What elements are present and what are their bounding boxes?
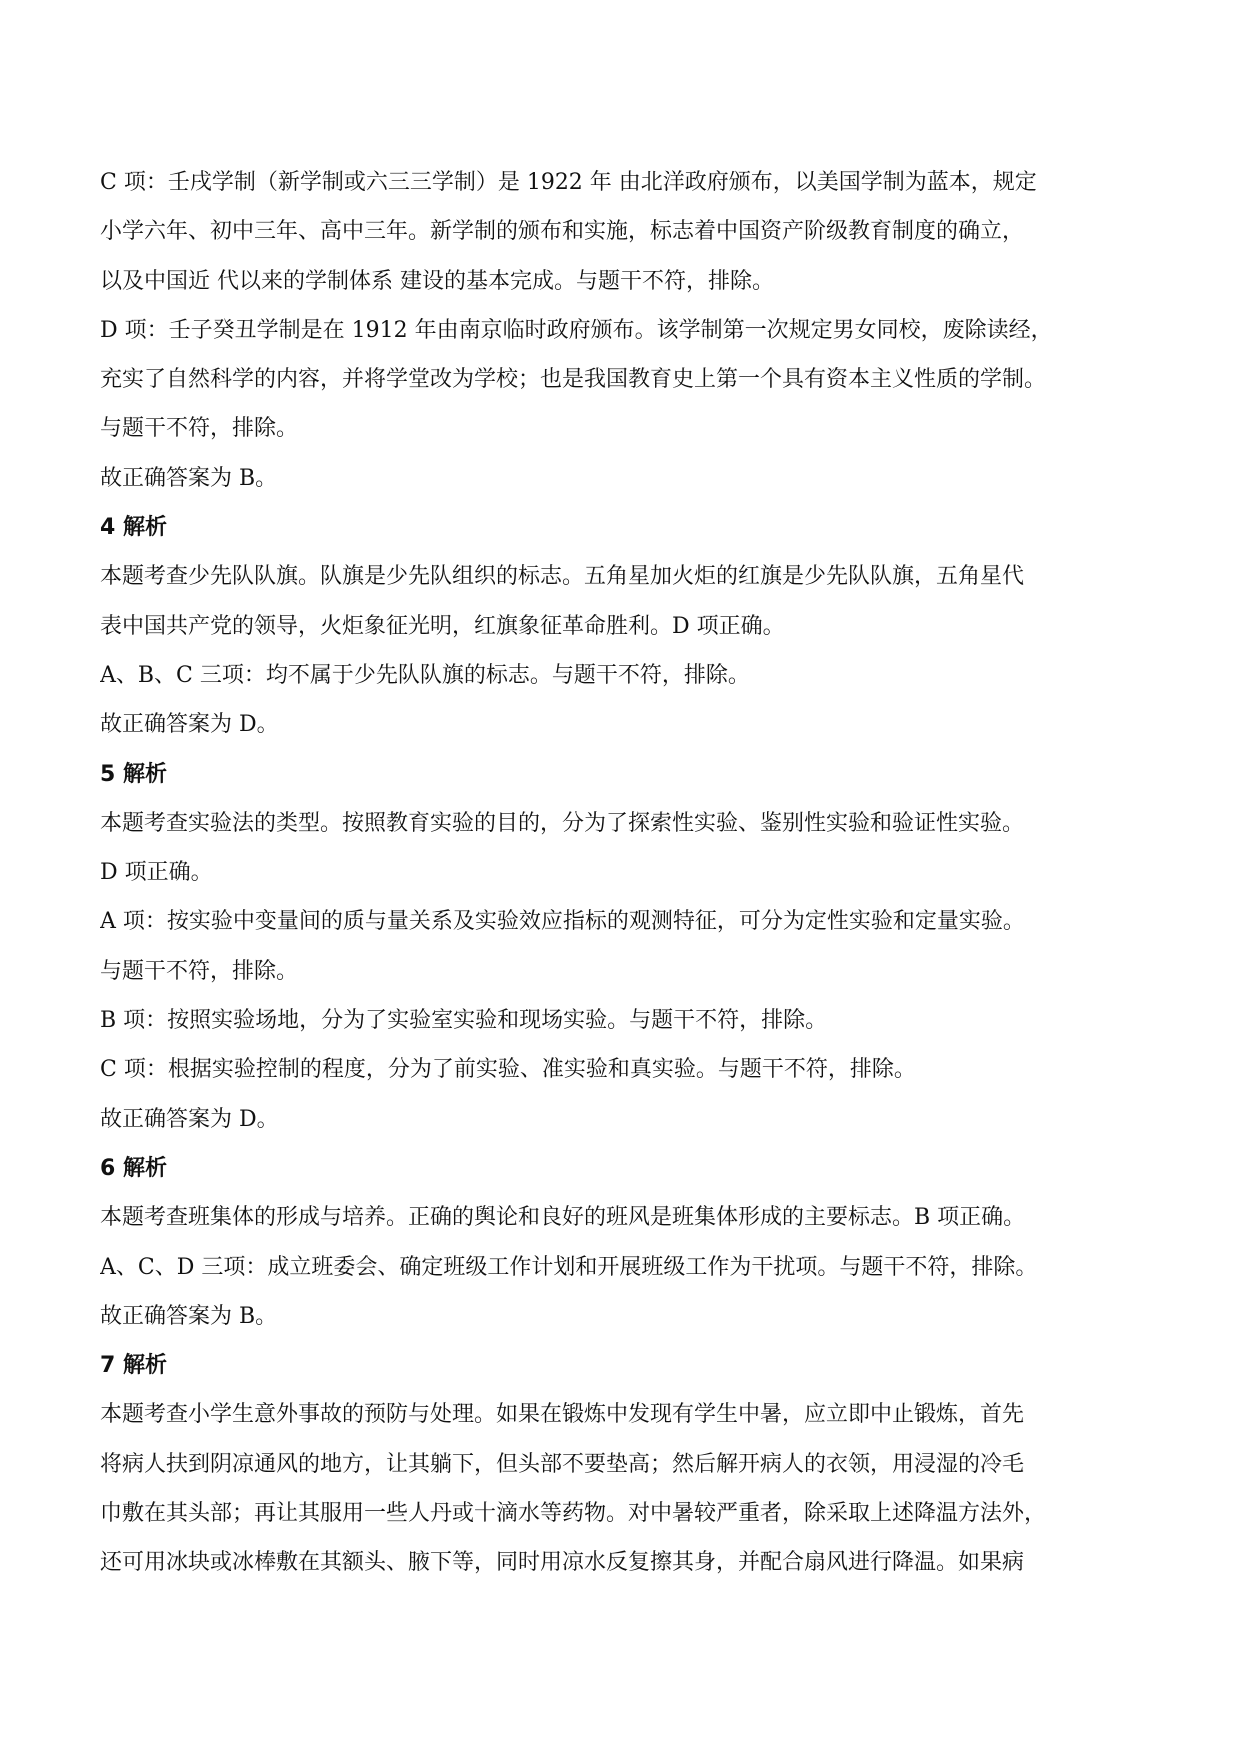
- text-line: 本题考查小学生意外事故的预防与处理。如果在锻炼中发现有学生中暑，应立即中止锻炼，首先: [100, 1402, 1025, 1428]
- text-line: 充实了自然科学的内容，并将学堂改为学校；也是我国教育史上第一个具有资本主义性质的学制。: [100, 367, 1047, 393]
- text-line: 与题干不符，排除。: [100, 958, 299, 984]
- text-line: 巾敷在其头部；再让其服用一些人丹或十滴水等药物。对中暑较严重者，除采取上述降温方法外，: [100, 1501, 1047, 1527]
- text-line: C 项：壬戌学制（新学制或六三三学制）是 1922 年 由北洋政府颁布，以美国学制为蓝本，规定: [100, 170, 1037, 195]
- text-line: 还可用冰块或冰棒敷在其额头、腋下等，同时用凉水反复擦其身，并配合扇风进行降温。如果病: [100, 1550, 1025, 1576]
- text-line: 以及中国近 代以来的学制体系 建设的基本完成。与题干不符，排除。: [100, 268, 774, 294]
- text-line: 与题干不符，排除。: [100, 416, 299, 442]
- text-line: 本题考查实验法的类型。按照教育实验的目的，分为了探索性实验、鉴别性实验和验证性实验。: [100, 810, 1025, 836]
- text-line: 本题考查班集体的形成与培养。正确的舆论和良好的班风是班集体形成的主要标志。B 项正确。: [100, 1205, 1026, 1231]
- text-line: 小学六年、初中三年、高中三年。新学制的颁布和实施，标志着中国资产阶级教育制度的确立，: [100, 219, 1025, 245]
- text-line: 故正确答案为 B。: [100, 465, 278, 491]
- text-line: 表中国共产党的领导，火炬象征光明，红旗象征革命胜利。D 项正确。: [100, 613, 785, 639]
- text-line: 故正确答案为 D。: [100, 712, 279, 738]
- text-line: A、B、C 三项：均不属于少先队队旗的标志。与题干不符，排除。: [100, 662, 750, 688]
- text-line: B 项：按照实验场地，分为了实验室实验和现场实验。与题干不符，排除。: [100, 1008, 828, 1034]
- text-line: A、C、D 三项：成立班委会、确定班级工作计划和开展班级工作为干扰项。与题干不符，排除。: [100, 1254, 1038, 1280]
- text-line: A 项：按实验中变量间的质与量关系及实验效应指标的观测特征，可分为定性实验和定量实验。: [100, 909, 1025, 935]
- text-line: D 项：壬子癸丑学制是在 1912 年由南京临时政府颁布。该学制第一次规定男女同校，废除读经，: [100, 317, 1053, 343]
- section-heading: 5 解析: [100, 761, 167, 787]
- text-line: D 项正确。: [100, 860, 213, 886]
- section-heading: 6 解析: [100, 1155, 167, 1181]
- text-line: 将病人扶到阴凉通风的地方，让其躺下，但头部不要垫高；然后解开病人的衣领，用浸湿的冷毛: [100, 1451, 1025, 1477]
- text-line: C 项：根据实验控制的程度，分为了前实验、准实验和真实验。与题干不符，排除。: [100, 1057, 916, 1083]
- text-line: 本题考查少先队队旗。队旗是少先队组织的标志。五角星加火炬的红旗是少先队队旗，五角星代: [100, 564, 1025, 590]
- section-heading: 7 解析: [100, 1353, 167, 1379]
- text-line: 故正确答案为 D。: [100, 1106, 279, 1132]
- section-heading: 4 解析: [100, 515, 167, 541]
- text-line: 故正确答案为 B。: [100, 1303, 278, 1329]
- document-body: [100, 158, 1170, 1588]
